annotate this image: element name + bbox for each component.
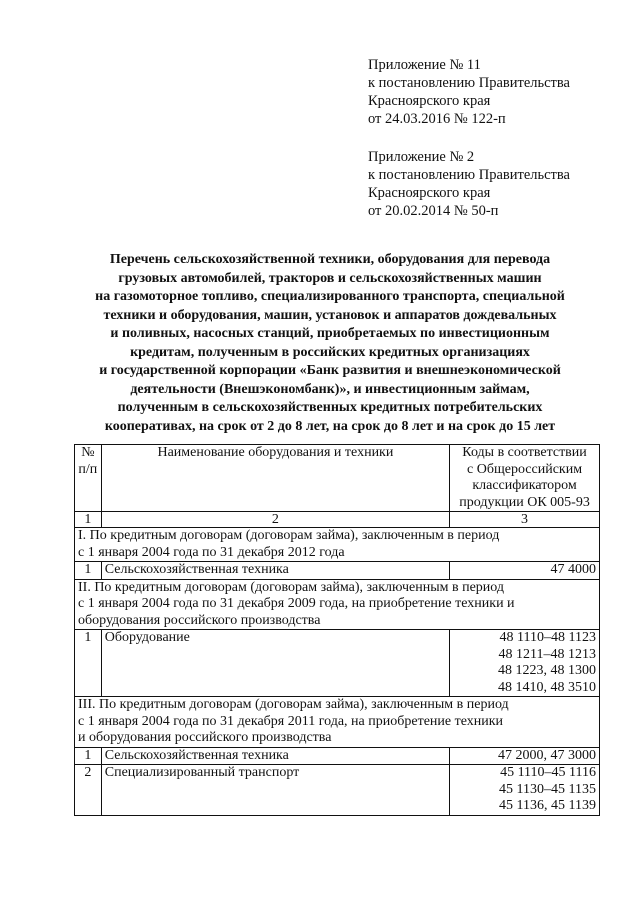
table-row xyxy=(75,630,600,697)
title-line: на газомоторное топливо, специализированного транспорта, специальной xyxy=(95,289,565,304)
row-name: Сельскохозяйственная техника xyxy=(101,747,449,765)
section-1-heading xyxy=(75,528,600,562)
title-line: и поливных, насосных станций, приобретаемых по инвестиционным xyxy=(110,326,550,341)
section-line: с 1 января 2004 года по 31 декабря 2011 года, на приобретение техники xyxy=(78,713,504,729)
section-line: I. По кредитным договорам (договорам займа), заключенным в период xyxy=(78,528,500,543)
title-line: полученным в сельскохозяйственных кредитных потребительских xyxy=(117,400,543,415)
code-line: 45 1136, 45 1139 xyxy=(499,798,596,813)
row-name: Сельскохозяйственная техника xyxy=(101,562,449,580)
annex-1-line-2: к постановлению Правительства xyxy=(368,75,570,91)
code-line: 48 1223, 48 1300 xyxy=(498,663,596,678)
section-line: оборудования российского производства xyxy=(78,612,321,628)
row-number: 2 xyxy=(75,765,102,816)
section-line: и оборудования российского производства xyxy=(78,730,332,745)
code-line: 47 4000 xyxy=(550,562,596,577)
title-line: техники и оборудования, машин, установок и аппаратов дождевальных xyxy=(103,307,557,323)
table-row xyxy=(75,747,600,765)
row-codes xyxy=(450,765,600,816)
code-line: 48 1211–48 1213 xyxy=(498,646,596,662)
row-codes xyxy=(450,630,600,697)
table-header-row xyxy=(75,445,600,512)
title-line: и государственной корпорации «Банк развития и внешнеэкономической xyxy=(99,363,561,378)
header-codes-line: с Общероссийским xyxy=(467,461,583,477)
annex-2-line-2: к постановлению Правительства xyxy=(368,167,570,183)
annex-2-line-3: Красноярского края xyxy=(368,185,491,201)
header-number-line: № xyxy=(81,445,95,460)
header-number xyxy=(75,445,102,512)
section-3-heading xyxy=(75,697,600,748)
document-title xyxy=(60,251,600,436)
section-2-heading xyxy=(75,579,600,630)
column-index: 1 xyxy=(75,512,102,528)
header-codes-line: продукции ОК 005-93 xyxy=(459,494,590,510)
code-line: 45 1110–45 1116 xyxy=(500,765,596,780)
equipment-table xyxy=(74,444,600,816)
annex-1-line-1: Приложение № 11 xyxy=(368,57,481,73)
section-row xyxy=(75,697,600,748)
row-name: Специализированный транспорт xyxy=(101,765,449,816)
table-row xyxy=(75,765,600,816)
section-line: III. По кредитным договорам (договорам займа), заключенным в период xyxy=(78,697,509,712)
column-index-row xyxy=(75,512,600,528)
annex-1-line-3: Красноярского края xyxy=(368,93,491,109)
code-line: 45 1130–45 1135 xyxy=(499,781,596,797)
column-index: 3 xyxy=(450,512,600,528)
annex-2-line-1: Приложение № 2 xyxy=(368,149,475,165)
title-line: Перечень сельскохозяйственной техники, оборудования для перевода xyxy=(109,252,551,267)
annex-block-2 xyxy=(368,148,570,220)
code-line: 48 1410, 48 3510 xyxy=(498,679,596,695)
section-row xyxy=(75,528,600,562)
row-codes xyxy=(450,747,600,765)
title-line: кооперативах, на срок от 2 до 8 лет, на срок до 8 лет и на срок до 15 лет xyxy=(104,418,556,434)
header-codes-line: классификатором xyxy=(472,478,577,493)
row-number: 1 xyxy=(75,747,102,765)
title-line: деятельности (Внешэкономбанк)», и инвестиционным займам, xyxy=(130,381,530,397)
row-number: 1 xyxy=(75,630,102,697)
annex-2-line-4: от 20.02.2014 № 50-п xyxy=(368,203,499,219)
table-row xyxy=(75,562,600,580)
row-name: Оборудование xyxy=(101,630,449,697)
section-line: с 1 января 2004 года по 31 декабря 2012 года xyxy=(78,544,345,560)
header-codes xyxy=(450,445,600,512)
section-line: II. По кредитным договорам (договорам займа), заключенным в период xyxy=(78,579,504,595)
header-name: Наименование оборудования и техники xyxy=(101,445,449,512)
header-number-line: п/п xyxy=(78,461,98,477)
annex-1-line-4: от 24.03.2016 № 122-п xyxy=(368,111,506,127)
code-line: 48 1110–48 1123 xyxy=(499,630,596,645)
row-codes xyxy=(450,562,600,580)
code-line: 47 2000, 47 3000 xyxy=(498,747,596,763)
section-row xyxy=(75,579,600,630)
column-index: 2 xyxy=(101,512,449,528)
annex-block-1 xyxy=(368,56,570,128)
title-line: грузовых автомобилей, тракторов и сельскохозяйственных машин xyxy=(118,270,542,286)
section-line: с 1 января 2004 года по 31 декабря 2009 года, на приобретение техники и xyxy=(78,596,515,611)
title-line: кредитам, полученным в российских кредитных организациях xyxy=(130,344,530,360)
row-number: 1 xyxy=(75,562,102,580)
header-codes-line: Коды в соответствии xyxy=(462,445,587,460)
